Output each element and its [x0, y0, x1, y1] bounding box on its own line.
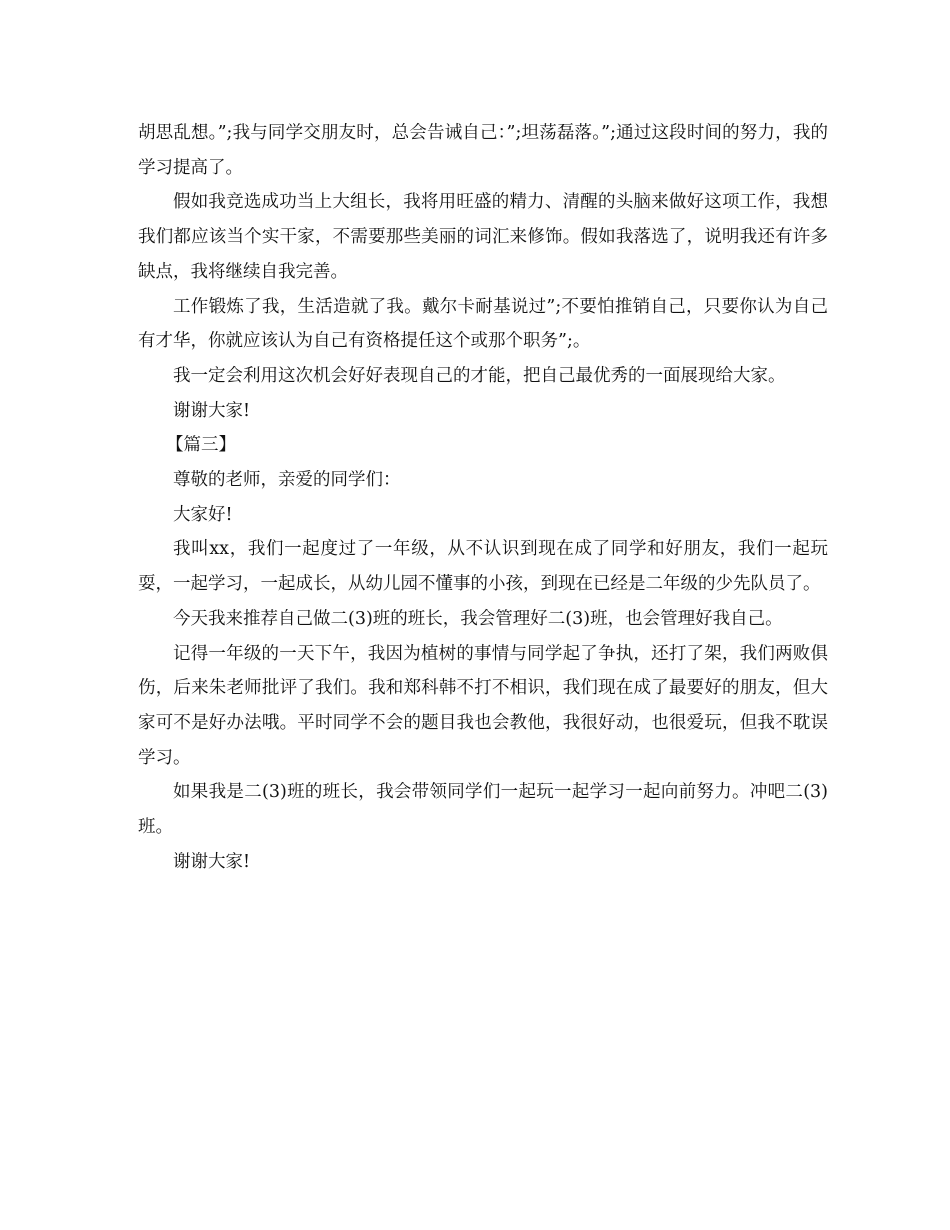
paragraph-election: 假如我竞选成功当上大组长，我将用旺盛的精力、清醒的头脑来做好这项工作，我想我们都应该当个实干家，不需要那些美丽的词汇来修饰。假如我落选了，说明我还有许多缺点，我将继续自我完善。: [138, 192, 828, 282]
paragraph-introduction: 我叫xx，我们一起度过了一年级，从不认识到现在成了同学和好朋友，我们一起玩耍，一起学习，一起成长，从幼儿园不懂事的小孩，到现在已经是二年级的少先队员了。: [138, 539, 828, 595]
paragraph-opportunity: 我一定会利用这次机会好好表现自己的才能，把自己最优秀的一面展现给大家。: [173, 365, 786, 386]
paragraph-memory: 记得一年级的一天下午，我因为植树的事情与同学起了争执，还打了架，我们两败俱伤，后来朱老师批评了我们。我和郑科韩不打不相识，我们现在成了最要好的朋友，但大家可不是好办法哦。平时同学不会的题目我也会教他，我很好动，也很爱玩，但我不耽误学习。: [138, 643, 828, 768]
paragraph-salutation: 尊敬的老师，亲爱的同学们：: [173, 470, 401, 491]
document-body: [138, 116, 828, 879]
paragraph-thanks-2: 谢谢大家!: [173, 851, 251, 872]
paragraph-carnegie-quote: 工作锻炼了我，生活造就了我。戴尔卡耐基说过”;不要怕推销自己，只要你认为自己有才华，你就应该认为自己有资格提任这个或那个职务”;。: [138, 296, 828, 352]
paragraph-continuation: 胡思乱想。”;我与同学交朋友时，总会告诫自己：”;坦荡磊落。”;通过这段时间的努力，我的学习提高了。: [138, 123, 828, 178]
paragraph-promise: 如果我是二(3)班的班长，我会带领同学们一起玩一起学习一起向前努力。冲吧二(3)班。: [138, 782, 828, 838]
paragraph-recommend: 今天我来推荐自己做二(3)班的班长，我会管理好二(3)班，也会管理好我自己。: [173, 608, 783, 629]
paragraph-greeting: 大家好!: [173, 504, 233, 525]
paragraph-thanks-1: 谢谢大家!: [173, 400, 251, 421]
section-heading: 【篇三】: [166, 435, 236, 456]
